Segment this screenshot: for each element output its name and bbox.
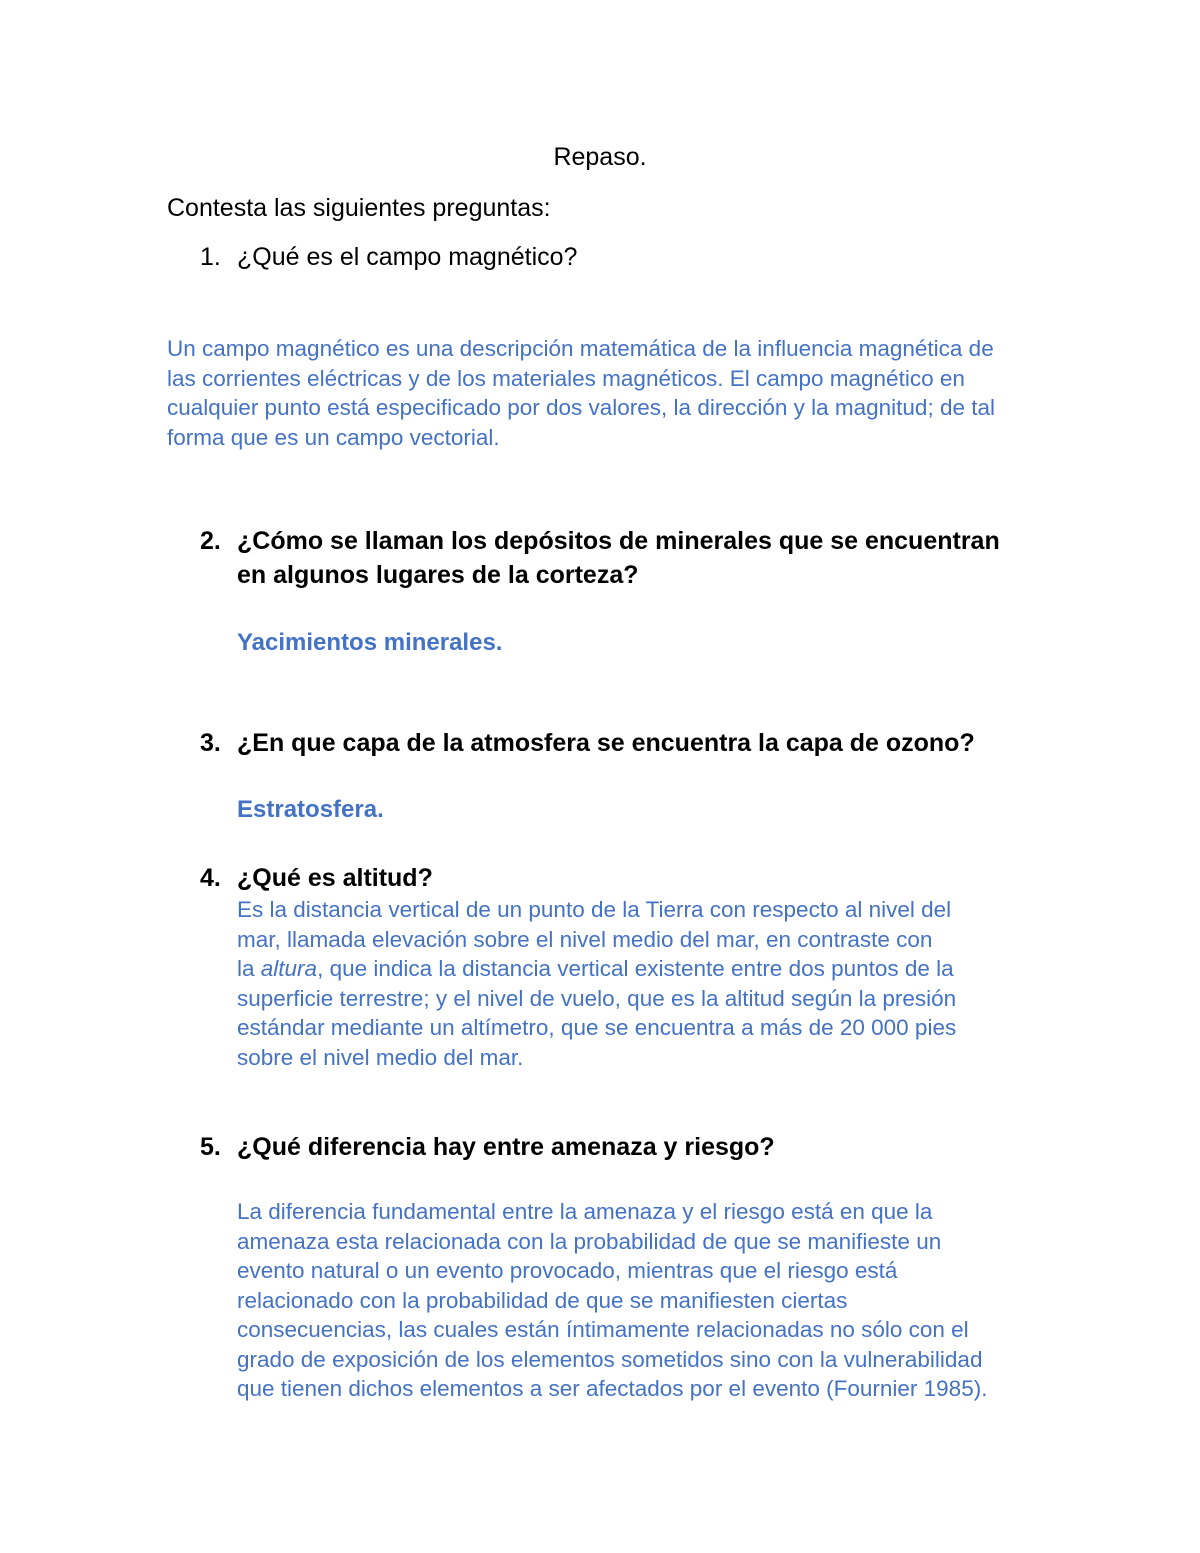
answer-1 xyxy=(167,334,995,452)
answer-line xyxy=(237,954,956,984)
question-text: ¿Cómo se llaman los depósitos de minerales que se encuentran xyxy=(237,527,1000,555)
answer-line-start: la xyxy=(237,956,261,981)
question-text-continued: en algunos lugares de la corteza? xyxy=(237,561,639,589)
question-4 xyxy=(200,861,1050,895)
question-text: ¿Qué es el campo magnético? xyxy=(237,243,578,271)
question-number: 4. xyxy=(200,864,221,892)
answer-line: Un campo magnético es una descripción matemática de la influencia magnética de xyxy=(167,336,994,361)
emphasized-term: altura xyxy=(260,956,318,981)
answer-line: relacionado con la probabilidad de que se manifiesten ciertas xyxy=(237,1287,848,1313)
answer-line: superficie terrestre; y el nivel de vuelo, que es la altitud según la presión xyxy=(237,985,957,1011)
answer-line: grado de exposición de los elementos sometidos sino con la vulnerabilidad xyxy=(237,1346,983,1372)
answer-line: forma que es un campo vectorial. xyxy=(167,424,500,450)
answer-line: mar, llamada elevación sobre el nivel medio del mar, en contraste con xyxy=(237,926,933,952)
question-text: ¿Qué es altitud? xyxy=(237,864,433,892)
answer-line-end: , que indica la distancia vertical existente entre dos puntos de la xyxy=(317,956,954,981)
question-1 xyxy=(200,240,1050,274)
question-3 xyxy=(200,726,1050,760)
question-text: ¿En que capa de la atmosfera se encuentra la capa de ozono? xyxy=(237,729,975,757)
question-2 xyxy=(200,524,1050,592)
answer-line: sobre el nivel medio del mar. xyxy=(237,1044,524,1070)
question-number: 2. xyxy=(200,527,221,555)
question-number: 1. xyxy=(200,243,221,271)
answer-line: que tienen dichos elementos a ser afectados por el evento (Fournier 1985). xyxy=(237,1376,988,1401)
instructions: Contesta las siguientes preguntas: xyxy=(167,194,551,222)
answer-line: Es la distancia vertical de un punto de la Tierra con respecto al nivel del xyxy=(237,897,952,922)
answer-line: consecuencias, las cuales están íntimamente relacionadas no sólo con el xyxy=(237,1317,969,1342)
answer-3: Estratosfera. xyxy=(237,796,384,823)
question-5 xyxy=(200,1130,1050,1164)
answer-line: las corrientes eléctricas y de los materiales magnéticos. El campo magnético en xyxy=(167,365,965,391)
answer-line: estándar mediante un altímetro, que se encuentra a más de 20 000 pies xyxy=(237,1015,957,1040)
answer-5 xyxy=(237,1197,987,1404)
question-number: 5. xyxy=(200,1133,221,1161)
answer-2: Yacimientos minerales. xyxy=(237,629,503,656)
answer-line: La diferencia fundamental entre la amenaza y el riesgo está en que la xyxy=(237,1199,933,1224)
answer-4 xyxy=(237,895,956,1072)
answer-line: cualquier punto está especificado por dos valores, la dirección y la magnitud; de tal xyxy=(167,395,995,420)
page-title: Repaso. xyxy=(553,143,647,171)
answer-line: evento natural o un evento provocado, mientras que el riesgo está xyxy=(237,1258,898,1283)
question-text: ¿Qué diferencia hay entre amenaza y riesgo? xyxy=(237,1133,775,1161)
answer-line: amenaza esta relacionada con la probabilidad de que se manifieste un xyxy=(237,1228,942,1254)
question-number: 3. xyxy=(200,729,221,757)
